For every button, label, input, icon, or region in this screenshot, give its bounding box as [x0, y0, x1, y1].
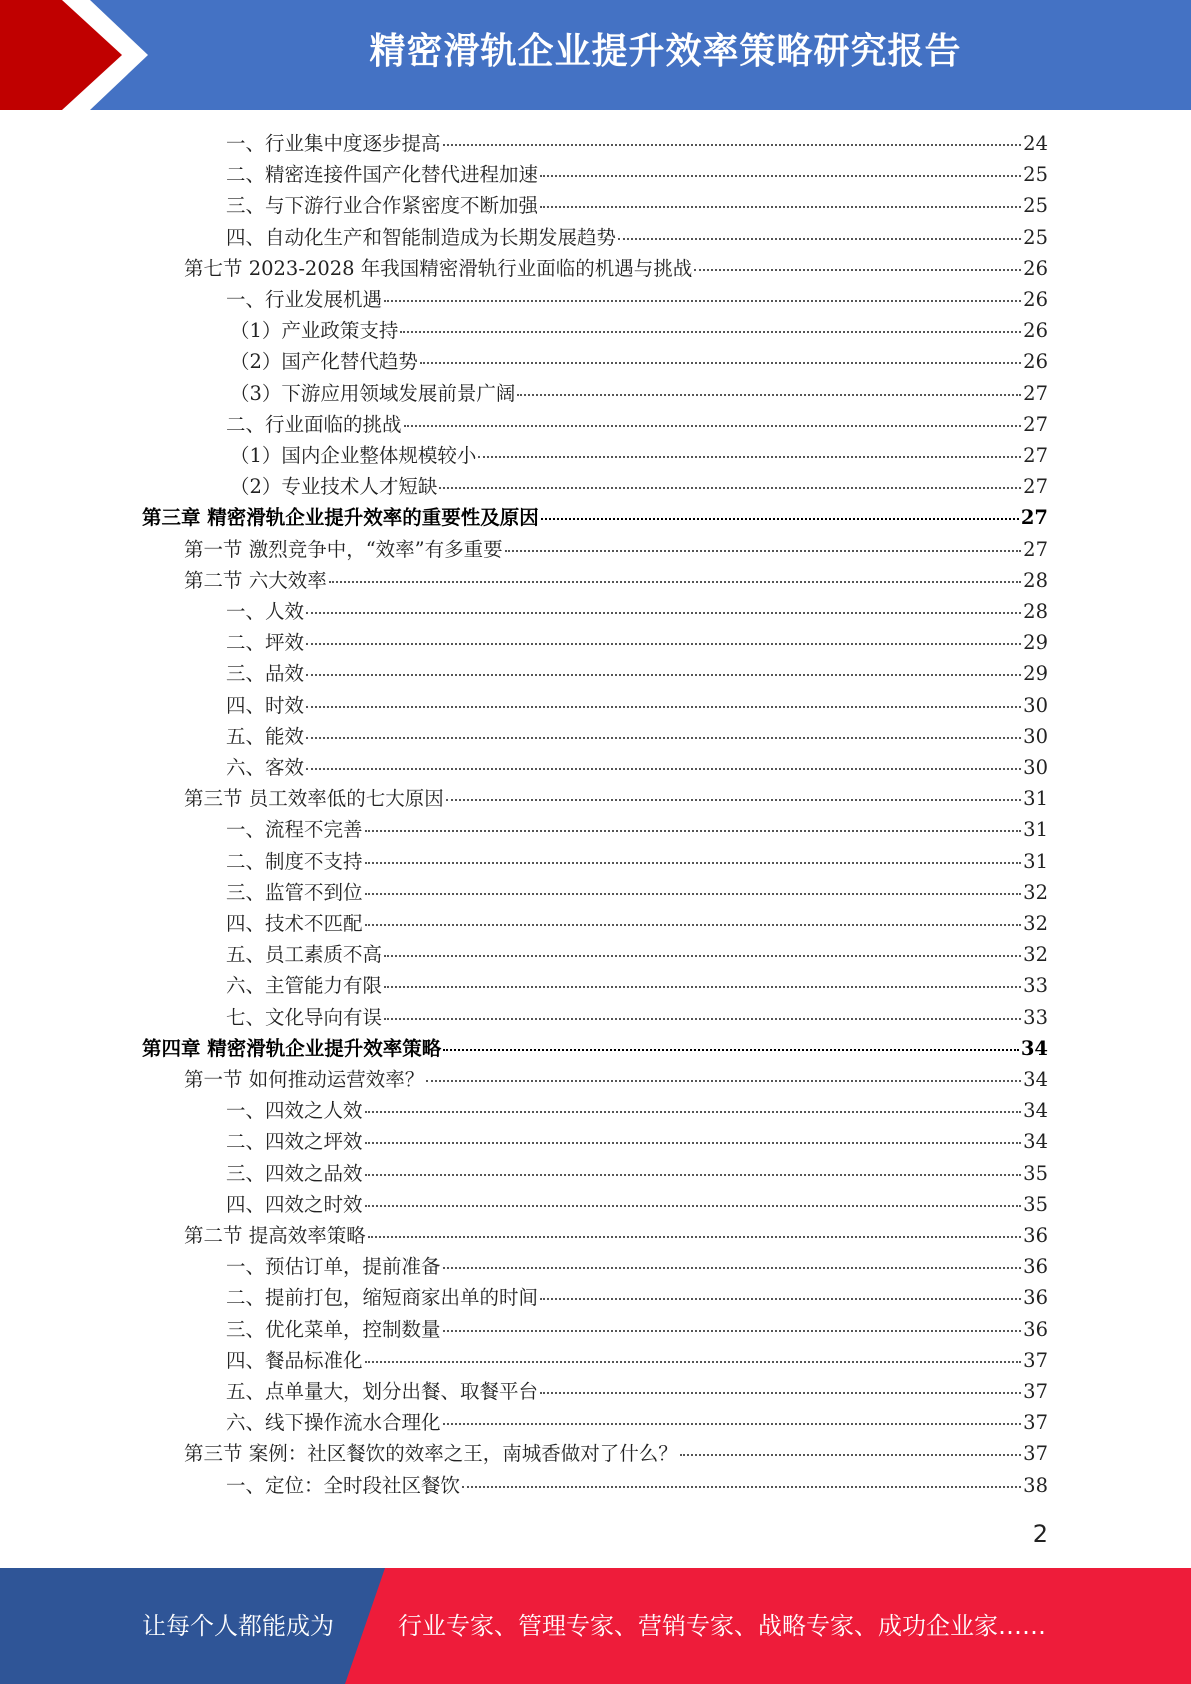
toc-entry[interactable] — [226, 409, 1048, 440]
toc-dot-leader — [306, 768, 1021, 770]
toc-entry-page: 25 — [1023, 194, 1048, 218]
toc-entry-page: 36 — [1023, 1255, 1048, 1279]
toc-entry-title: 二、制度不支持 — [226, 849, 363, 873]
toc-entry-page: 37 — [1023, 1411, 1048, 1435]
toc-entry-page: 35 — [1023, 1161, 1048, 1185]
toc-entry-page: 36 — [1023, 1317, 1048, 1341]
toc-dot-leader — [443, 1267, 1022, 1269]
page-header — [0, 0, 1191, 110]
toc-entry-title: 五、员工素质不高 — [226, 943, 383, 967]
toc-entry-title: 四、技术不匹配 — [226, 912, 363, 935]
toc-entry-title: 二、精密连接件国产化替代进程加速 — [226, 163, 539, 187]
toc-entry-page: 34 — [1023, 1099, 1048, 1123]
toc-entry-title: 一、定位：全时段社区餐饮 — [226, 1473, 461, 1497]
toc-entry-page: 27 — [1023, 381, 1048, 405]
toc-entry[interactable] — [226, 128, 1048, 159]
toc-entry-title: 六、线下操作流水合理化 — [226, 1411, 441, 1435]
toc-entry-title: 二、四效之坪效 — [226, 1130, 363, 1154]
toc-entry-title: 六、客效 — [226, 756, 305, 779]
toc-dot-leader — [540, 1298, 1021, 1300]
toc-dot-leader — [426, 1080, 1021, 1082]
toc-entry-page: 27 — [1023, 412, 1048, 436]
toc-entry[interactable] — [184, 253, 1048, 284]
toc-entry-page: 36 — [1023, 1286, 1048, 1310]
toc-entry-title: 一、预估订单，提前准备 — [226, 1255, 441, 1279]
toc-dot-leader — [478, 456, 1021, 458]
toc-entry-title: （2）国产化替代趋势 — [230, 350, 418, 374]
toc-entry-title: 三、监管不到位 — [226, 880, 363, 904]
toc-dot-leader — [368, 1236, 1021, 1238]
toc-entry[interactable] — [226, 627, 1048, 658]
toc-dot-leader — [365, 924, 1022, 926]
toc-entry-title: 四、自动化生产和智能制造成为长期发展趋势 — [226, 225, 617, 249]
toc-entry-title: 第七节 2023-2028 年我国精密滑轨行业面临的机遇与挑战 — [184, 256, 693, 280]
toc-dot-leader — [541, 518, 1019, 520]
toc-entry[interactable] — [226, 814, 1048, 845]
toc-entry-page: 34 — [1020, 1036, 1048, 1060]
toc-entry-title: 三、四效之品效 — [226, 1161, 363, 1185]
toc-entry[interactable] — [226, 658, 1048, 689]
toc-entry[interactable] — [226, 222, 1048, 253]
toc-dot-leader — [443, 1423, 1022, 1425]
toc-entry-page: 27 — [1020, 506, 1048, 530]
toc-dot-leader — [365, 893, 1022, 895]
toc-entry-title: （1）产业政策支持 — [230, 319, 399, 343]
toc-entry[interactable] — [184, 783, 1048, 814]
toc-entry[interactable] — [226, 846, 1048, 877]
toc-entry-title: 一、流程不完善 — [226, 818, 363, 842]
toc-entry[interactable] — [226, 752, 1048, 783]
toc-dot-leader — [540, 206, 1021, 208]
toc-dot-leader — [365, 830, 1022, 832]
toc-entry-page: 37 — [1023, 1348, 1048, 1372]
toc-entry[interactable] — [226, 721, 1048, 752]
toc-entry-title: 三、优化菜单，控制数量 — [226, 1317, 441, 1341]
toc-entry-title: （3）下游应用领域发展前景广阔 — [230, 381, 516, 405]
toc-entry-page: 38 — [1023, 1473, 1048, 1497]
toc-dot-leader — [443, 1330, 1022, 1332]
toc-entry-title: 第一节 如何推动运营效率？ — [184, 1068, 425, 1091]
footer-slogan-left: 让每个人都能成为 — [142, 1612, 334, 1640]
toc-dot-leader — [404, 425, 1022, 427]
toc-dot-leader — [680, 1454, 1021, 1456]
toc-dot-leader — [306, 674, 1021, 676]
toc-entry-title: 第一节 激烈竞争中，“效率”有多重要 — [184, 537, 503, 561]
toc-entry[interactable] — [184, 565, 1048, 596]
toc-dot-leader — [618, 238, 1021, 240]
toc-entry[interactable] — [226, 284, 1048, 315]
toc-entry[interactable] — [226, 1314, 1048, 1345]
toc-dot-leader — [540, 175, 1021, 177]
toc-entry-page: 34 — [1023, 1130, 1048, 1154]
toc-dot-leader — [517, 394, 1021, 396]
toc-entry-page: 26 — [1023, 319, 1048, 343]
toc-entry[interactable] — [226, 1251, 1048, 1282]
toc-entry[interactable] — [230, 346, 1048, 377]
toc-entry[interactable] — [226, 690, 1048, 721]
toc-entry-title: 第三节 员工效率低的七大原因 — [184, 787, 444, 811]
toc-entry-title: 七、文化导向有误 — [226, 1005, 383, 1029]
toc-entry[interactable] — [226, 1126, 1048, 1157]
toc-entry-page: 25 — [1023, 225, 1048, 249]
toc-entry-page: 31 — [1023, 787, 1048, 811]
page-footer — [0, 1568, 1191, 1684]
toc-entry-title: （1）国内企业整体规模较小 — [230, 444, 477, 467]
toc-entry-page: 37 — [1023, 1380, 1048, 1403]
toc-entry-page: 31 — [1023, 849, 1048, 873]
toc-dot-leader — [365, 862, 1022, 864]
toc-entry-title: 第三节 案例：社区餐饮的效率之王，南城香做对了什么？ — [184, 1442, 678, 1466]
toc-dot-leader — [439, 487, 1021, 489]
toc-dot-leader — [384, 955, 1021, 957]
toc-entry[interactable] — [230, 440, 1048, 471]
toc-entry[interactable] — [230, 471, 1048, 502]
toc-entry[interactable] — [226, 159, 1048, 190]
page-number: 2 — [1032, 1520, 1048, 1548]
toc-entry-page: 33 — [1023, 974, 1048, 998]
toc-dot-leader — [384, 1018, 1021, 1020]
toc-entry-title: 二、行业面临的挑战 — [226, 412, 402, 436]
toc-dot-leader — [365, 1174, 1022, 1176]
toc-entry-title: 二、提前打包，缩短商家出单的时间 — [226, 1286, 539, 1310]
toc-entry[interactable] — [226, 939, 1048, 970]
toc-entry-page: 27 — [1023, 537, 1048, 561]
toc-entry-page: 32 — [1023, 880, 1048, 904]
toc-entry-page: 34 — [1023, 1068, 1048, 1091]
toc-entry[interactable] — [226, 1345, 1048, 1376]
toc-entry[interactable] — [226, 596, 1048, 627]
toc-entry[interactable] — [226, 1282, 1048, 1313]
toc-entry[interactable] — [142, 1033, 1048, 1064]
toc-dot-leader — [443, 144, 1022, 146]
toc-entry-page: 30 — [1023, 693, 1048, 717]
toc-entry-page: 28 — [1023, 600, 1048, 623]
toc-dot-leader — [306, 706, 1021, 708]
toc-dot-leader — [365, 1205, 1022, 1207]
toc-entry-title: 四、餐品标准化 — [226, 1348, 363, 1372]
toc-entry[interactable] — [226, 877, 1048, 908]
toc-entry-page: 36 — [1023, 1224, 1048, 1247]
toc-entry[interactable] — [184, 1220, 1048, 1251]
toc-entry[interactable] — [226, 1189, 1048, 1220]
toc-entry[interactable] — [226, 908, 1048, 939]
toc-entry[interactable] — [230, 378, 1048, 409]
toc-entry[interactable] — [226, 1470, 1048, 1501]
toc-dot-leader — [384, 986, 1021, 988]
toc-dot-leader — [540, 1392, 1021, 1394]
toc-entry-page: 26 — [1023, 350, 1048, 374]
toc-entry-page: 27 — [1023, 444, 1048, 467]
toc-entry-page: 35 — [1023, 1192, 1048, 1216]
toc-dot-leader — [400, 331, 1021, 333]
toc-entry[interactable] — [184, 534, 1048, 565]
toc-entry-title: 五、点单量大，划分出餐、取餐平台 — [226, 1380, 539, 1403]
toc-entry-title: 六、主管能力有限 — [226, 974, 383, 998]
toc-dot-leader — [306, 612, 1021, 614]
toc-entry[interactable] — [142, 502, 1048, 533]
toc-entry-page: 26 — [1023, 256, 1048, 280]
toc-entry-title: 二、坪效 — [226, 631, 305, 655]
toc-entry-title: 第四章 精密滑轨企业提升效率策略 — [142, 1036, 442, 1060]
toc-dot-leader — [443, 1049, 1019, 1051]
toc-entry-page: 32 — [1023, 912, 1048, 935]
toc-entry[interactable] — [230, 315, 1048, 346]
toc-entry[interactable] — [184, 1064, 1048, 1095]
toc-entry[interactable] — [184, 1438, 1048, 1469]
toc-entry[interactable] — [226, 970, 1048, 1001]
toc-entry[interactable] — [226, 1095, 1048, 1126]
toc-entry-page: 31 — [1023, 818, 1048, 842]
toc-entry-title: 一、人效 — [226, 600, 305, 623]
toc-entry-title: 第三章 精密滑轨企业提升效率的重要性及原因 — [142, 506, 539, 530]
toc-entry[interactable] — [226, 190, 1048, 221]
toc-entry-page: 30 — [1023, 756, 1048, 779]
toc-entry[interactable] — [226, 1376, 1048, 1407]
toc-entry-title: 一、行业集中度逐步提高 — [226, 132, 441, 155]
toc-entry[interactable] — [226, 1002, 1048, 1033]
toc-dot-leader — [306, 737, 1021, 739]
toc-entry[interactable] — [226, 1407, 1048, 1438]
toc-dot-leader — [365, 1361, 1022, 1363]
toc-entry-page: 25 — [1023, 163, 1048, 187]
toc-entry-title: 一、行业发展机遇 — [226, 288, 383, 311]
toc-dot-leader — [505, 550, 1022, 552]
toc-dot-leader — [365, 1142, 1022, 1144]
toc-entry-title: 三、品效 — [226, 662, 305, 686]
toc-entry-title: 第二节 六大效率 — [184, 568, 327, 592]
toc-entry-page: 27 — [1023, 475, 1048, 499]
toc-entry-title: 四、四效之时效 — [226, 1192, 363, 1216]
toc-entry-title: 第二节 提高效率策略 — [184, 1224, 366, 1247]
toc-entry-page: 28 — [1023, 568, 1048, 592]
toc-entry-title: 四、时效 — [226, 693, 305, 717]
report-title: 精密滑轨企业提升效率策略研究报告 — [369, 31, 962, 72]
footer-slogan-right: 行业专家、管理专家、营销专家、战略专家、成功企业家…… — [398, 1612, 1046, 1640]
toc-entry-title: （2）专业技术人才短缺 — [230, 475, 438, 499]
toc-entry-page: 32 — [1023, 943, 1048, 967]
toc-dot-leader — [420, 362, 1021, 364]
toc-dot-leader — [365, 1111, 1022, 1113]
toc-dot-leader — [329, 581, 1021, 583]
toc-dot-leader — [446, 799, 1021, 801]
toc-entry-title: 三、与下游行业合作紧密度不断加强 — [226, 194, 539, 218]
toc-entry-page: 33 — [1023, 1005, 1048, 1029]
toc-entry-page: 29 — [1023, 631, 1048, 655]
toc-entry-title: 五、能效 — [226, 724, 305, 748]
toc-entry-page: 26 — [1023, 288, 1048, 311]
toc-entry-page: 29 — [1023, 662, 1048, 686]
toc-entry-page: 37 — [1023, 1442, 1048, 1466]
toc-dot-leader — [462, 1486, 1021, 1488]
toc-entry-title: 一、四效之人效 — [226, 1099, 363, 1123]
toc-dot-leader — [384, 300, 1021, 302]
toc-dot-leader — [694, 269, 1021, 271]
toc-dot-leader — [306, 643, 1021, 645]
toc-entry-page: 24 — [1023, 132, 1048, 155]
toc-entry[interactable] — [226, 1158, 1048, 1189]
toc-entry-page: 30 — [1023, 724, 1048, 748]
